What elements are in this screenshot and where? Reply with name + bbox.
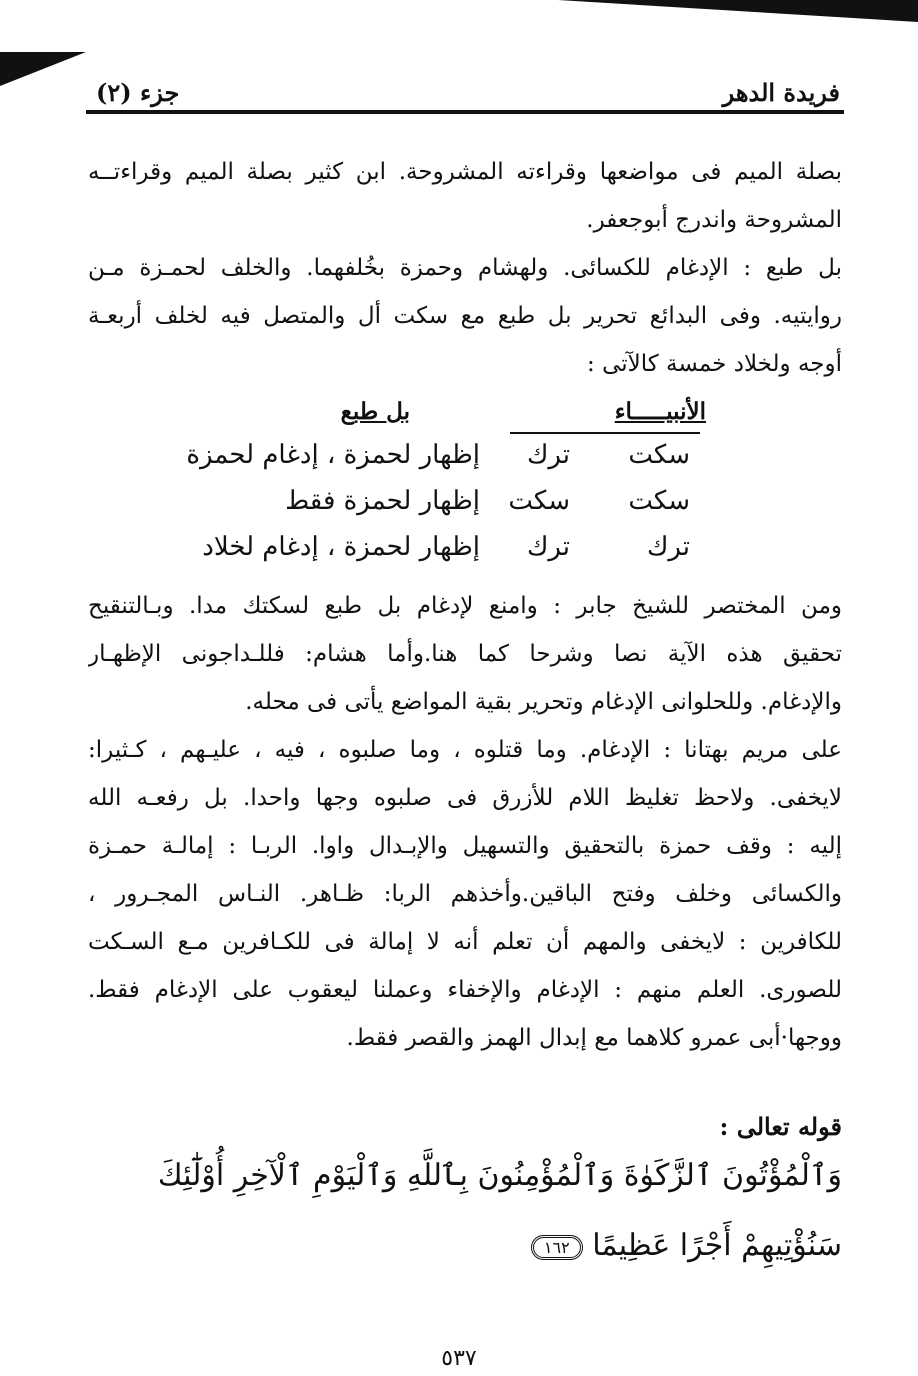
table-header-cell: الأنبيـــــاء [614,398,706,425]
text-block-2 [88,582,842,1062]
text-line: والإدغام. وللحلوانى الإدغام وتحرير بقية المواضع يأتى فى محله. [245,689,842,715]
table-cell: إظهار لحمزة ، إدغام لخلاد [202,532,480,562]
table-cell: ترك [646,532,690,562]
text-line: بل طبع : الإدغام للكسائى. ولهشام وحمزة بخُلفهما. والخلف لحمـزة مـن [88,255,842,281]
table-cell: ترك [526,440,570,470]
table-row [180,480,720,526]
table-cell: سكت [508,486,570,516]
book-title: فريدة الدهر [722,77,840,107]
table-row [180,526,720,572]
text-line: بصلة الميم فى مواضعها وقراءته المشروحة. ابن كثير بصلة الميم وقراءتــه [88,159,842,185]
text-line: للصورى. العلم منهم : الإدغام والإخفاء وعملنا ليعقوب على الإدغام فقط. [88,977,842,1003]
table-cell: سكت [628,486,690,516]
table-cell: سكت [628,440,690,470]
verse-title: قوله تعالى : [719,1112,842,1141]
part-label: جزء (٢) [96,77,180,107]
ayah-number-badge: ١٦٢ [531,1235,583,1260]
verse-line-2 [96,1228,842,1263]
scan-edge-left [0,52,86,86]
text-line: والكسائى وخلف وفتح الباقين.وأخذهم الربا: ظـاهر. النـاس المجـرور ، [88,881,842,907]
text-block-1 [88,148,842,388]
text-line: إليه : وقف حمزة بالتحقيق والتسهيل والإبـدال واوا. الربـا : إمالـة حمـزة [88,833,842,859]
table-cell: إظهار لحمزة ، إدغام لحمزة [186,440,480,470]
text-line: روايتيه. وفى البدائع تحرير بل طبع مع سكت أل والمتصل فيه لخلف أربعـة [88,303,842,329]
text-line: ومن المختصر للشيخ جابر : وامنع لإدغام بل طبع لسكتك مدا. وبـالتنقيح [88,593,842,619]
text-line: ووجها·أبى عمرو كلاهما مع إبدال الهمز والقصر فقط. [346,1025,842,1051]
text-line: أوجه ولخلاد خمسة كالآتى : [587,351,842,377]
table-row [180,434,720,480]
text-line: تحقيق هذه الآية نصا وشرحا كما هنا.وأما هشام: فللـداجونى الإظهـار [88,641,842,667]
table-header [180,398,720,434]
text-line: لايخفى. ولاحظ تغليظ اللام للأزرق فى صلبوه وجها واحدا. بل رفعـه الله [88,785,842,811]
running-header [96,72,840,112]
header-rule [86,110,844,114]
text-line: المشروحة واندرج أبوجعفر. [586,207,842,233]
readings-table [180,398,720,572]
verse-line-1: وَٱلْمُؤْتُونَ ٱلزَّكَوٰةَ وَٱلْمُؤْمِنُونَ بِٱللَّهِ وَٱلْيَوْمِ ٱلْآخِرِ أُوْلَٰٓئِكَ [157,1158,842,1193]
page-number: ٥٣٧ [441,1346,477,1371]
text-line: للكافرين : لايخفى والمهم أن تعلم أنه لا إمالة فى للكـافرين مـع السـكت [88,929,842,955]
table-header-cell: بل طبع [340,398,410,425]
table-cell: ترك [526,532,570,562]
text-line: على مريم بهتانا : الإدغام. وما قتلوه ، وما صلبوه ، فيه ، عليـهم ، كـثيرا: [88,737,842,763]
scan-edge-top [558,0,918,22]
verse-line-2-text: سَنُؤْتِيهِمْ أَجْرًا عَظِيمًا [592,1228,842,1263]
table-cell: إظهار لحمزة فقط [285,486,480,516]
